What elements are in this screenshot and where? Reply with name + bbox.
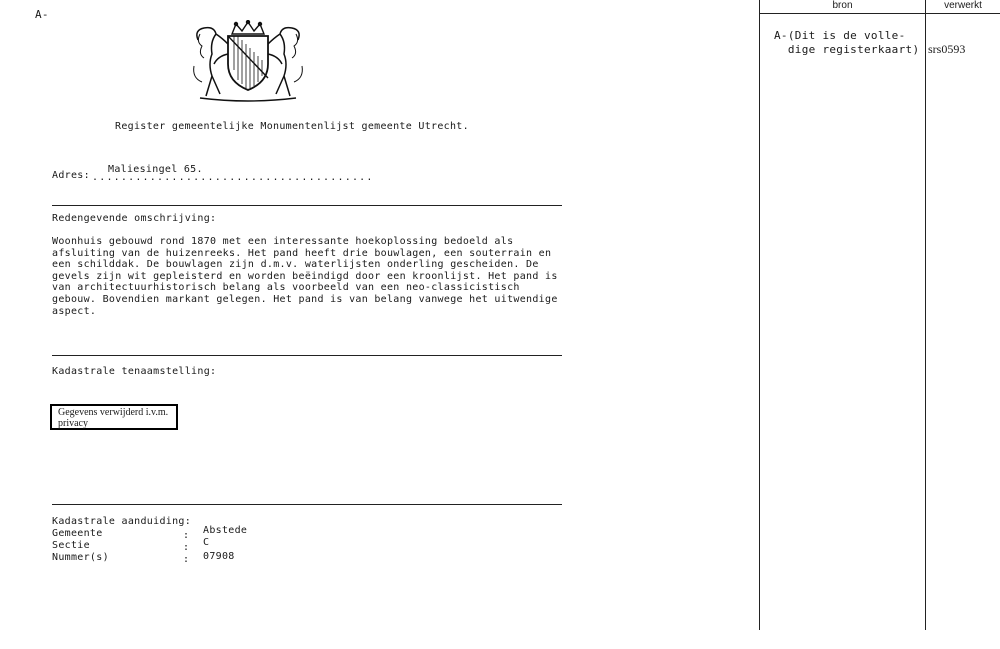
privacy-notice-text: Gegevens verwijderd i.v.m. privacy bbox=[58, 407, 169, 429]
description-heading: Redengevende omschrijving: bbox=[52, 213, 217, 224]
divider bbox=[52, 205, 562, 206]
description-text: Woonhuis gebouwd rond 1870 met een interessante hoekoplossing bedoeld als afsluiting van de huizenreeks. Het pand heeft drie bouwlagen, een souterrain en een schilddak. De bouwlagen zijn d.m.v. waterlijsten onderling gescheiden. De gevels zijn wit gepleisterd en worden beëindigd door een kroonlijst. Het pand is van architectuurhistorisch belang als voorbeeld van een neo-classicistisch gebouw. Bovendien markant gelegen. Het pand is van belang vanwege het uitwendige aspect. bbox=[52, 236, 558, 317]
address-dotted-line: ....................................... bbox=[92, 172, 374, 183]
header-underline bbox=[759, 13, 1000, 14]
verwerkt-column-header: verwerkt bbox=[944, 0, 982, 11]
cadastral-key-gemeente: Gemeente bbox=[52, 528, 103, 539]
document-title: Register gemeentelijke Monumentenlijst gemeente Utrecht. bbox=[115, 121, 469, 132]
cadastral-value-gemeente: Abstede bbox=[203, 525, 248, 536]
cadastral-separator: : bbox=[183, 542, 190, 553]
cadastral-value-nummers: 07908 bbox=[203, 551, 235, 562]
privacy-notice bbox=[50, 404, 178, 430]
ownership-heading: Kadastrale tenaamstelling: bbox=[52, 366, 217, 377]
coat-of-arms-logo bbox=[188, 20, 308, 104]
verwerkt-code: srs0593 bbox=[928, 42, 966, 56]
column-divider bbox=[925, 0, 926, 630]
cadastral-key-nummers: Nummer(s) bbox=[52, 552, 109, 563]
cadastral-value-sectie: C bbox=[203, 537, 210, 548]
cadastral-heading: Kadastrale aanduiding: bbox=[52, 516, 192, 527]
cadastral-separator: : bbox=[183, 530, 190, 541]
cadastral-key-sectie: Sectie bbox=[52, 540, 90, 551]
bron-note: A-(Dit is de volle- dige registerkaart) bbox=[774, 29, 920, 56]
corner-mark: A- bbox=[35, 8, 49, 21]
address-value: Maliesingel 65. bbox=[108, 164, 203, 175]
cadastral-separator: : bbox=[183, 554, 190, 565]
bron-column-header: bron bbox=[832, 0, 853, 11]
address-label: Adres: bbox=[52, 170, 90, 181]
column-divider bbox=[759, 0, 760, 630]
divider bbox=[52, 355, 562, 356]
divider bbox=[52, 504, 562, 505]
